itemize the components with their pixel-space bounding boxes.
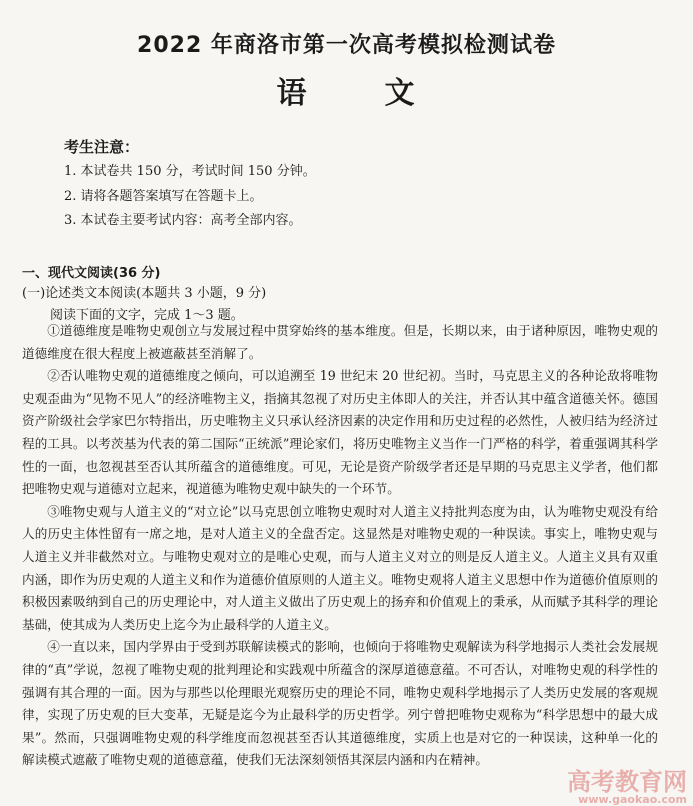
notice-heading: 考生注意： (64, 138, 140, 156)
subject-char-2: 文 (384, 76, 417, 111)
exam-title: 2022 年商洛市第一次高考模拟检测试卷 (137, 33, 556, 58)
notice-list (64, 160, 316, 234)
subject-title (0, 68, 693, 112)
watermark-text: 高考教育网 (567, 768, 687, 796)
notice-item: 2. 请将各题答案填写在答题卡上。 (64, 188, 263, 204)
paragraph-1: ①道德维度是唯物史观创立与发展过程中贯穿始终的基本维度。但是，长期以来，由于诸种原因，唯物史观的道德维度在很大程度上被遮蔽甚至消解了。 (22, 323, 658, 361)
watermark (567, 770, 687, 806)
subsection-heading: (一)论述类文本阅读(本题共 3 小题，9 分) (22, 286, 267, 301)
notice-item: 1. 本试卷共 150 分，考试时间 150 分钟。 (64, 164, 316, 179)
paragraph-4: ④一直以来，国内学界由于受到苏联解读模式的影响，也倾向于将唯物史观解读为科学地揭示人类社会发展规律的“真”学说，忽视了唯物史观的批判理论和实践观中所蕴含的深厚道德意蕴。不可否认，对唯物史观的科学性的强调有其合理的一面。因为与那些以伦理眼光观察历史的理论不同，唯物史观科学地揭示了人类历史发展的客观规律，实现了历史观的巨大变革，无疑是迄今为止最科学的历史哲学。列宁曾把唯物史观称为“科学思想中的最大成果”。然而，只强调唯物史观的科学维度而忽视甚至否认其道德维度，实质上也是对它的一种误读，这种单一化的解读模式遮蔽了唯物史观的道德意蕴，使我们无法深刻领悟其深层内涵和内在精神。 (22, 639, 658, 768)
watermark-url: www.gaokao.com (578, 793, 687, 806)
notice-item: 3. 本试卷主要考试内容：高考全部内容。 (64, 213, 302, 228)
subject-char-1: 语 (276, 76, 309, 111)
reading-passage (22, 320, 658, 772)
section-heading: 一、现代文阅读(36 分) (22, 266, 161, 281)
paragraph-2: ②否认唯物史观的道德维度之倾向，可以追溯至 19 世纪末 20 世纪初。当时，马克思主义的各种论敌将唯物史观歪曲为“见物不见人”的经济唯物主义，指摘其忽视了对历史主体即人的关注，并否认其中蕴含道德关怀。德国资产阶级社会学家巴尔特指出，历史唯物主义只承认经济因素的决定作用和历史过程的必然性，人被归结为经济过程的工具。以考茨基为代表的第二国际“正统派”理论家们，将历史唯物主义当作一门严格的科学，着重强调其科学性的一面，也忽视甚至否认其所蕴含的道德维度。可见，无论是资产阶级学者还是早期的马克思主义学者，他们都把唯物史观与道德对立起来，视道德为唯物史观中缺失的一个环节。 (22, 368, 658, 497)
paragraph-3: ③唯物史观与人道主义的“对立论”以马克思创立唯物史观时对人道主义持批判态度为由，认为唯物史观没有给人的历史主体性留有一席之地，是对人道主义的全盘否定。这显然是对唯物史观的一种误读。事实上，唯物史观与人道主义并非截然对立。与唯物史观对立的是唯心史观，而与人道主义对立的则是反人道主义。人道主义具有双重内涵，即作为历史观的人道主义和作为道德价值原则的人道主义。唯物史观将人道主义思想中作为道德价值原则的积极因素吸纳到自己的历史理论中，对人道主义做出了历史观上的扬弃和价值观上的秉承，从而赋予其科学的理论基础，使其成为人类历史上迄今为止最科学的人道主义。 (22, 503, 658, 632)
reading-instruction: 阅读下面的文字，完成 1～3 题。 (50, 308, 244, 323)
